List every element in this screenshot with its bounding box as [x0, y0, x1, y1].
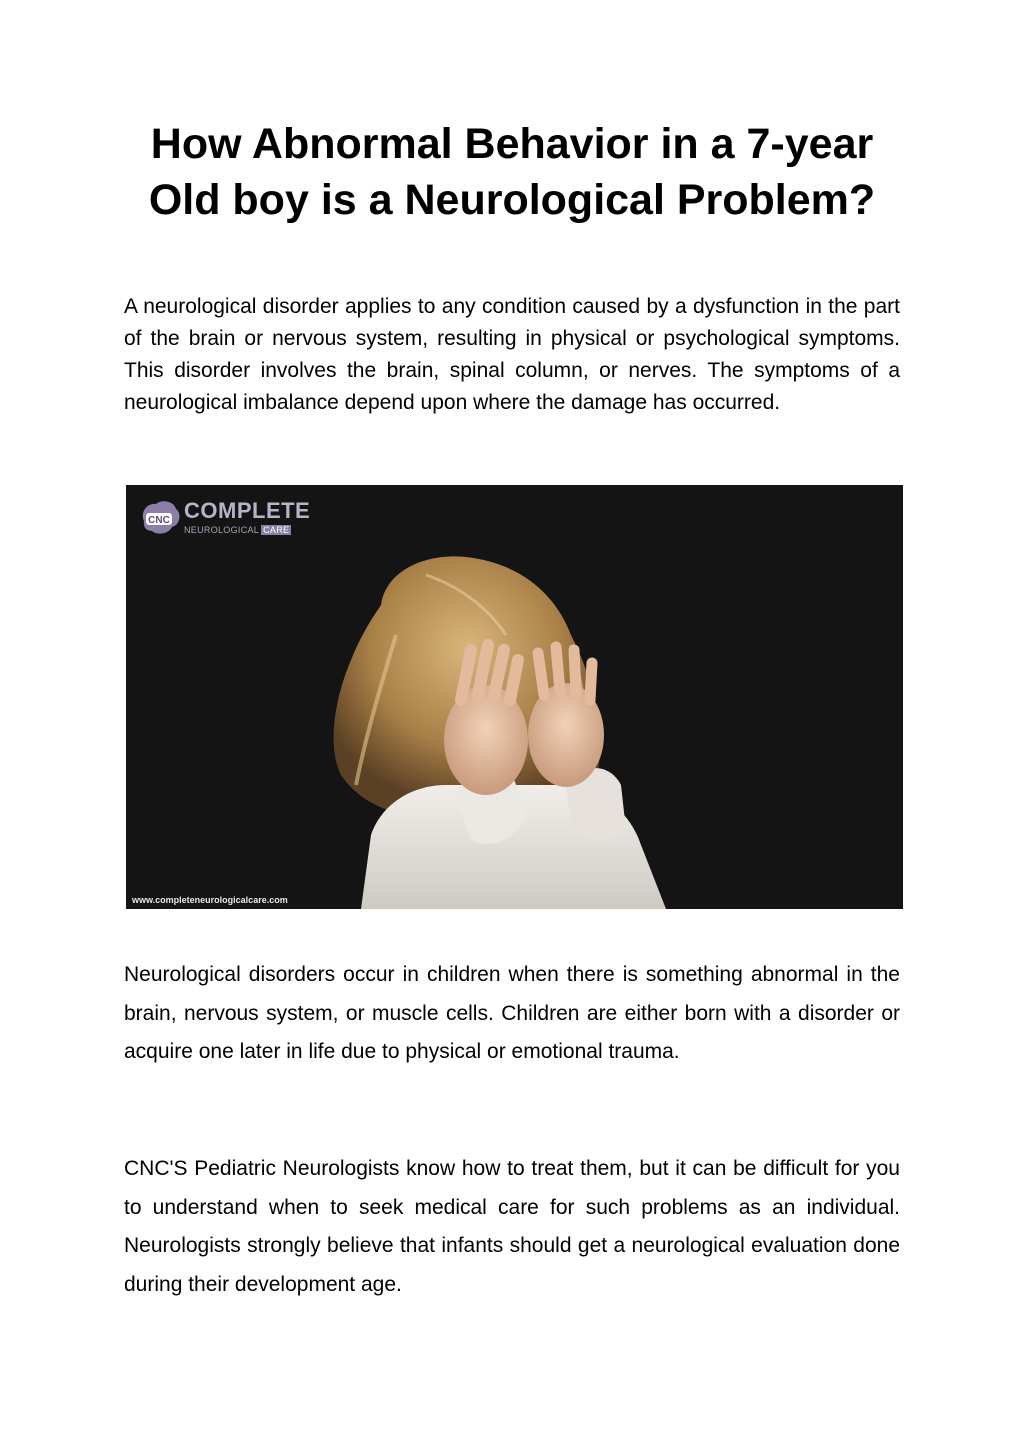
logo-subtitle — [184, 524, 291, 536]
logo-sub: NEUROLOGICAL — [184, 525, 260, 535]
logo-badge: CNC — [148, 515, 170, 526]
paragraph-cnc: CNC'S Pediatric Neurologists know how to treat them, but it can be difficult for you to understand when to seek medical care for such problems as an individual. Neurologists strongly believe that infants should get a neurological evaluation done during their development age. — [124, 1157, 900, 1296]
brain-icon — [138, 499, 182, 539]
child-covering-face-illustration — [126, 485, 903, 909]
page-title — [100, 116, 924, 228]
paragraph-children: Neurological disorders occur in children when there is something abnormal in the brain, nervous system, or muscle cells. Children are either born with a disorder or acquire one later in life due to physical or emotional trauma. — [124, 963, 900, 1063]
title-line-1: How Abnormal Behavior in a 7-year — [150, 120, 874, 168]
title-line-2: Old boy is a Neurological Problem? — [148, 176, 876, 224]
logo-sub-highlight: CARE — [263, 525, 290, 535]
logo-name: COMPLETE — [184, 498, 311, 523]
website-caption: www.completeneurologicalcare.com — [132, 895, 288, 905]
paragraph-intro: A neurological disorder applies to any condition caused by a dysfunction in the part of the brain or nervous system, resulting in physical or psychological symptoms. This disorder involves the brain, spinal column, or nerves. The symptoms of a neurological imbalance depend upon where the damage has occurred. — [124, 295, 900, 414]
article-image — [126, 485, 903, 909]
